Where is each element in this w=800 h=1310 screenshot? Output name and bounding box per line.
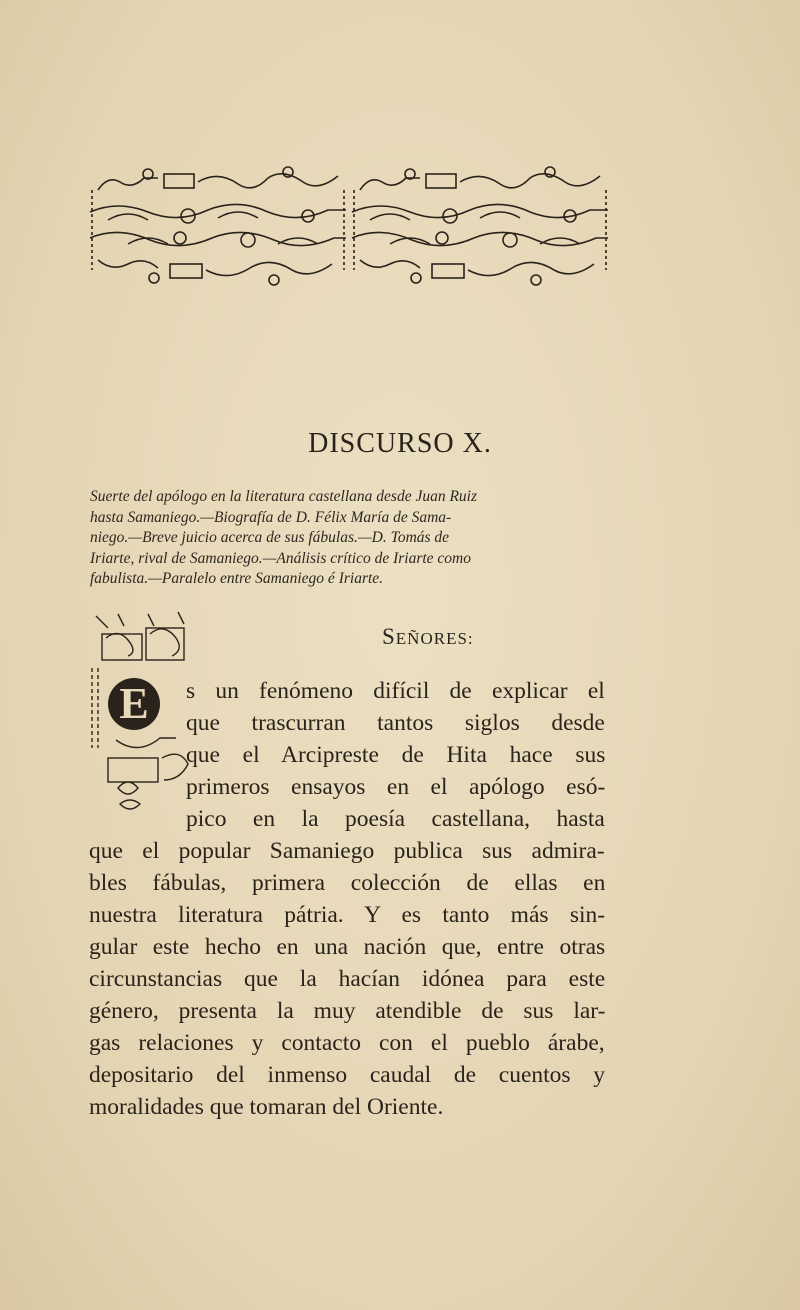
salutation-rest: EÑORES: bbox=[395, 629, 474, 648]
salutation-initial: S bbox=[382, 624, 396, 649]
text-line: pico en la poesía castellana, hasta bbox=[186, 806, 605, 832]
text-line: moralidades que tomaran del Oriente. bbox=[89, 1094, 444, 1120]
text-line: nuestra literatura pátria. Y es tanto más sin- bbox=[89, 902, 606, 928]
text-line: gas relaciones y contacto con el pueblo árabe, bbox=[89, 1030, 605, 1056]
decorated-initial bbox=[88, 608, 198, 826]
chapter-heading: DISCURSO X. bbox=[308, 428, 492, 459]
summary-line: Iriarte, rival de Samaniego.—Análisis crítico de Iriarte como bbox=[90, 549, 471, 567]
text-line: que el Arcipreste de Hita hace sus bbox=[186, 742, 606, 768]
text-line: depositario del inmenso caudal de cuentos y bbox=[89, 1062, 606, 1088]
summary-line: Suerte del apólogo en la literatura castellana desde Juan Ruiz bbox=[90, 488, 478, 505]
summary-line: hasta Samaniego.—Biografía de D. Félix María de Sama- bbox=[90, 508, 452, 526]
text-line: primeros ensayos en el apólogo esó- bbox=[186, 774, 606, 800]
text-line: circunstancias que la hacían idónea para este bbox=[89, 966, 606, 992]
text-line: que el popular Samaniego publica sus admira- bbox=[89, 838, 605, 864]
salutation bbox=[382, 624, 474, 650]
drop-cap-letter: E bbox=[119, 679, 149, 728]
text-line: que trascurran tantos siglos desde bbox=[186, 710, 605, 736]
chapter-summary bbox=[90, 487, 608, 590]
text-line: bles fábulas, primera colección de ellas en bbox=[89, 870, 606, 896]
text-line: s un fenómeno difícil de explicar el bbox=[186, 678, 605, 704]
text-line: gular este hecho en una nación que, entre otras bbox=[89, 934, 606, 960]
decorative-headpiece bbox=[88, 160, 616, 290]
text-line: género, presenta la muy atendible de sus lar- bbox=[89, 998, 606, 1024]
summary-line: niego.—Breve juicio acerca de sus fábulas.—D. Tomás de bbox=[90, 529, 450, 546]
summary-line: fabulista.—Paralelo entre Samaniego é Iriarte. bbox=[90, 570, 384, 587]
